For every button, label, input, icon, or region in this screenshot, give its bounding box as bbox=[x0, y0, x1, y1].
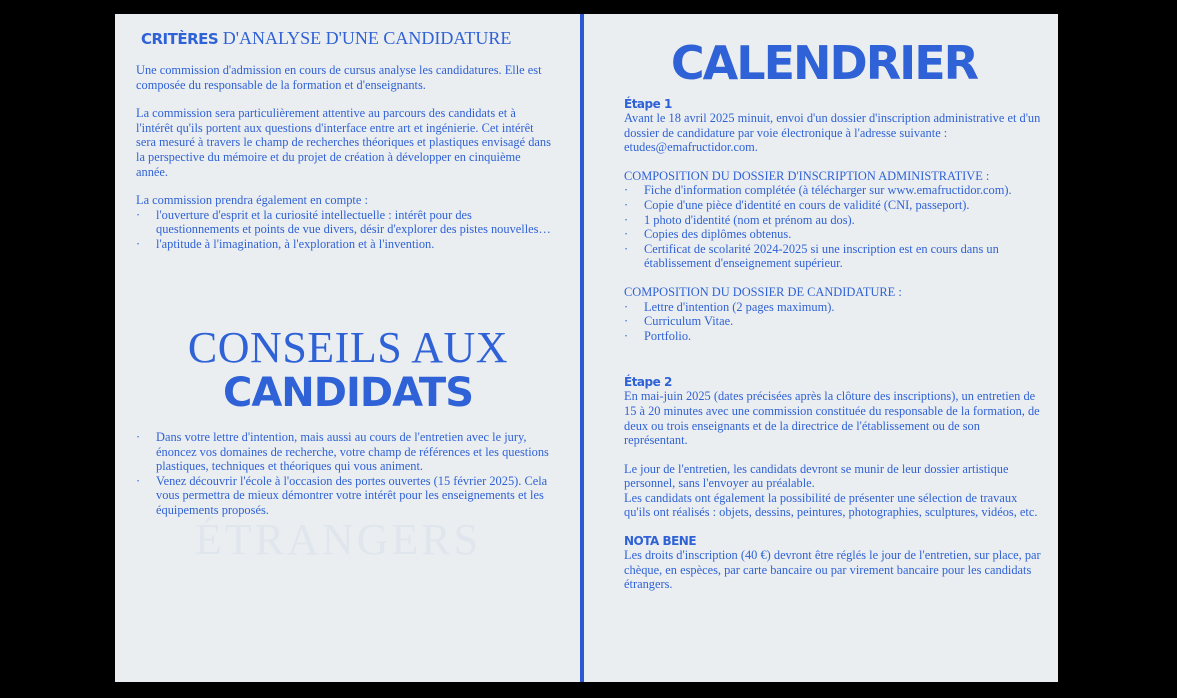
admin-dossier-heading: COMPOSITION DU DOSSIER D'INSCRIPTION ADMINISTRATIVE : bbox=[624, 168, 990, 183]
step-1-text: Avant le 18 avril 2025 minuit, envoi d'un dossier d'inscription administrative et d'un dossier de candidature par voie électronique à l'adresse suivante : etudes@emafructidor.com. bbox=[624, 111, 1041, 155]
criteria-paragraph-3: La commission prendra également en compte : bbox=[136, 193, 368, 208]
nota-bene-label: NOTA BENE bbox=[624, 534, 697, 549]
criteria-heading-bold: CRITÈRES bbox=[141, 30, 219, 48]
interview-paragraph-1: Le jour de l'entretien, les candidats devront se munir de leur dossier artistique personnel, sans l'envoyer au préalable. bbox=[624, 461, 1009, 491]
list-item: · Dans votre lettre d'intention, mais aussi au cours de l'entretien avec le jury, énoncez vos domaines de recherche, votre champ de références et les questions plastiques, techniques et théoriques qui vous animent. bbox=[136, 430, 554, 474]
nota-bene-text: Les droits d'inscription (40 €) devront être réglés le jour de l'entretien, sur place, par chèque, en espèces, par carte bancaire ou par virement bancaire pour les candidats étrangers. bbox=[624, 548, 1041, 592]
list-item: · Fiche d'information complétée (à télécharger sur www.emafructidor.com). bbox=[624, 183, 1044, 198]
list-item: · Copie d'une pièce d'identité en cours de validité (CNI, passeport). bbox=[624, 198, 1044, 213]
calendar-title: CALENDRIER bbox=[670, 36, 978, 90]
criteria-body bbox=[136, 63, 554, 252]
advice-heading-line-1: CONSEILS AUX bbox=[187, 323, 509, 372]
advice-heading-line-2: CANDIDATS bbox=[222, 370, 474, 416]
criteria-bullet-list bbox=[136, 208, 554, 252]
list-item: · Venez découvrir l'école à l'occasion des portes ouvertes (15 février 2025). Cela vous permettra de mieux démontrer votre intérêt pour les enseignements et les équipements proposés. bbox=[136, 474, 554, 518]
candidature-dossier-heading: COMPOSITION DU DOSSIER DE CANDIDATURE : bbox=[624, 284, 902, 299]
criteria-paragraph-2: La commission sera particulièrement attentive au parcours des candidats et à l'intérêt qu'ils portent aux questions d'interface entre art et ingénierie. Cet intérêt sera mesuré à travers le champ de recherches théoriques et plastiques envisagé dans la perspective du mémoire et du projet de création à développer en cinquième année. bbox=[136, 106, 551, 179]
calendar-body bbox=[624, 97, 1044, 592]
candidature-dossier-list bbox=[624, 300, 1044, 344]
advice-body bbox=[136, 430, 554, 518]
step-1-label: Étape 1 bbox=[624, 97, 672, 111]
list-item: · l'ouverture d'esprit et la curiosité intellectuelle : intérêt pour des questionnements et points de vue divers, désir d'explorer des pistes nouvelles… bbox=[136, 208, 554, 237]
list-item: · Curriculum Vitae. bbox=[624, 314, 1044, 329]
list-item: · Copies des diplômes obtenus. bbox=[624, 227, 1044, 242]
list-item: · Lettre d'intention (2 pages maximum). bbox=[624, 300, 1044, 315]
show-through-text: ÉTRANGERS bbox=[195, 515, 482, 564]
admin-dossier-list bbox=[624, 183, 1044, 271]
list-item: · Portfolio. bbox=[624, 329, 1044, 344]
step-2-label: Étape 2 bbox=[624, 375, 672, 390]
interview-paragraph-2: Les candidats ont également la possibilité de présenter une sélection de travaux qu'ils ont réalisés : objets, dessins, peintures, photographies, sculptures, vidéos, etc. bbox=[624, 490, 1038, 520]
criteria-heading bbox=[141, 28, 511, 49]
list-item: · l'aptitude à l'imagination, à l'exploration et à l'invention. bbox=[136, 237, 554, 252]
right-page bbox=[584, 14, 1058, 682]
list-item: · 1 photo d'identité (nom et prénom au dos). bbox=[624, 213, 1044, 228]
criteria-paragraph-1: Une commission d'admission en cours de cursus analyse les candidatures. Elle est composée du responsable de la formation et d'enseignants. bbox=[136, 63, 542, 92]
list-item: · Certificat de scolarité 2024-2025 si une inscription est en cours dans un établissement d'enseignement supérieur. bbox=[624, 242, 1044, 271]
advice-heading bbox=[115, 324, 581, 414]
step-2-text: En mai-juin 2025 (dates précisées après la clôture des inscriptions), un entretien de 15 à 20 minutes avec une commission constituée du responsable de la formation, de deux ou trois enseignants et de la directrice de l'établissement ou de son représentant. bbox=[624, 389, 1040, 448]
criteria-heading-rest: D'ANALYSE D'UNE CANDIDATURE bbox=[222, 28, 512, 48]
advice-bullet-list bbox=[136, 430, 554, 518]
left-page bbox=[115, 14, 581, 682]
